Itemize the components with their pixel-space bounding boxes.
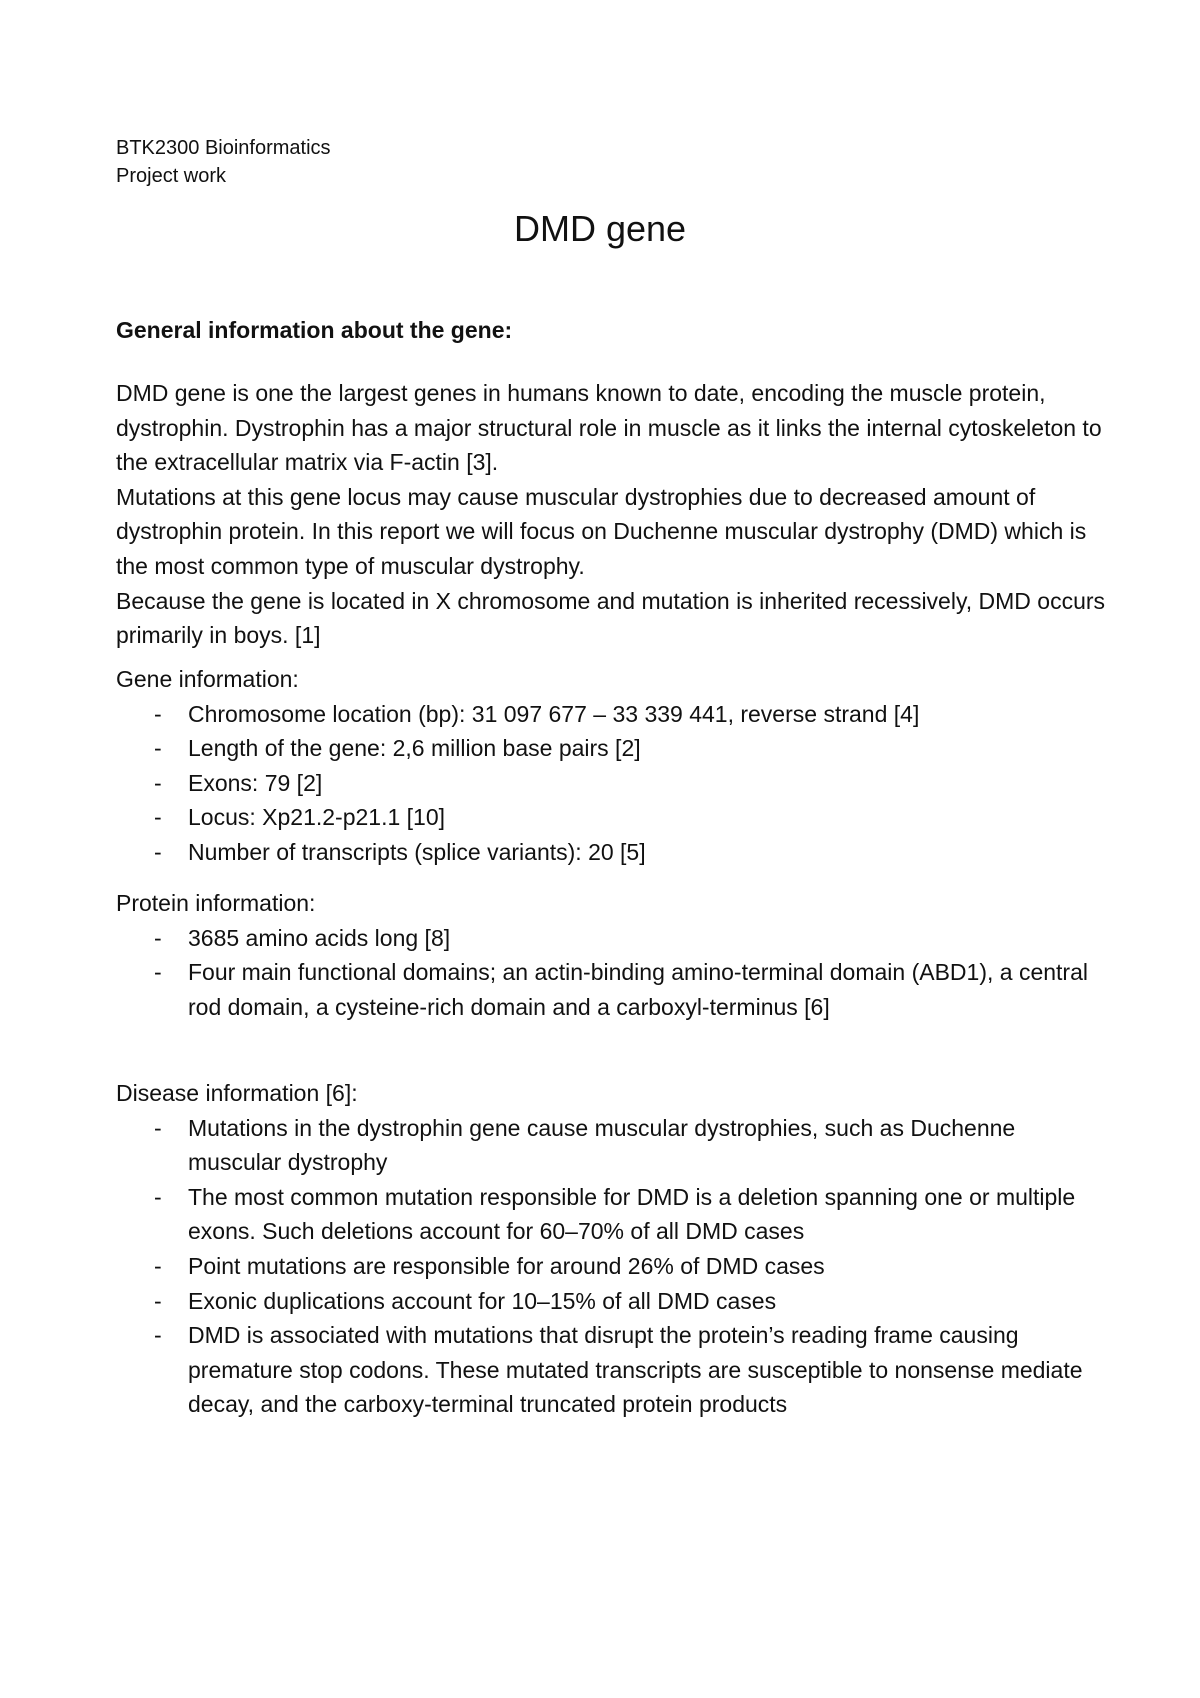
general-paragraph: Because the gene is located in X chromosome and mutation is inherited recessively, DMD occurs primarily in boys. [1] (116, 587, 1106, 649)
dash-marker: - (154, 959, 162, 986)
dash-marker: - (154, 924, 162, 951)
list-item (116, 835, 1106, 870)
list-item (116, 1318, 1106, 1422)
general-info-section (116, 313, 1106, 348)
gene-info-section (116, 662, 1106, 870)
list-item-text: The most common mutation responsible for DMD is a deletion spanning one or multiple exons. Such deletions account for 60–70% of all DMD cases (188, 1183, 1076, 1245)
disease-info-heading: Disease information [6]: (116, 1080, 358, 1106)
list-item-text: Number of transcripts (splice variants): 20 [5] (188, 838, 646, 865)
list-item-text: Chromosome location (bp): 31 097 677 – 33 339 441, reverse strand [4] (188, 700, 920, 727)
list-item (116, 1249, 1106, 1284)
disease-info-section (116, 1076, 1106, 1422)
protein-info-heading: Protein information: (116, 890, 316, 916)
list-item-text: Exons: 79 [2] (188, 769, 323, 796)
general-info-heading: General information about the gene: (116, 317, 513, 343)
course-name: BTK2300 Bioinformatics (116, 137, 331, 159)
list-item (116, 766, 1106, 801)
gene-info-heading: Gene information: (116, 666, 299, 692)
list-item (116, 800, 1106, 835)
document-subtitle: Project work (116, 165, 227, 187)
dash-marker: - (154, 1183, 162, 1210)
dash-marker: - (154, 1114, 162, 1141)
list-item-text: Exonic duplications account for 10–15% of all DMD cases (188, 1287, 777, 1314)
general-info-body (116, 376, 1106, 653)
disease-info-list (116, 1111, 1106, 1422)
page-title: DMD gene (513, 208, 687, 249)
dash-marker: - (154, 700, 162, 727)
list-item-text: DMD is associated with mutations that disrupt the protein’s reading frame causing premature stop codons. These mutated transcripts are susceptible to nonsense mediate decay, and the carboxy-terminal truncated protein products (188, 1322, 1083, 1418)
list-item (116, 1284, 1106, 1319)
dash-marker: - (154, 769, 162, 796)
list-item (116, 921, 1106, 956)
dash-marker: - (154, 1322, 162, 1349)
dash-marker: - (154, 1252, 162, 1279)
general-paragraph: DMD gene is one the largest genes in humans known to date, encoding the muscle protein, dystrophin. Dystrophin has a major structural role in muscle as it links the internal cytoskeleton to the extracellular matrix via F-actin [3]. (116, 380, 1102, 476)
general-paragraph: Mutations at this gene locus may cause muscular dystrophies due to decreased amount of dystrophin protein. In this report we will focus on Duchenne muscular dystrophy (DMD) which is the most common type of muscular dystrophy. (116, 483, 1087, 579)
list-item (116, 1180, 1106, 1249)
list-item-text: 3685 amino acids long [8] (188, 924, 451, 951)
list-item (116, 731, 1106, 766)
list-item-text: Locus: Xp21.2-p21.1 [10] (188, 804, 446, 831)
list-item (116, 1111, 1106, 1180)
list-item-text: Point mutations are responsible for around 26% of DMD cases (188, 1252, 825, 1279)
protein-info-list (116, 921, 1106, 1025)
protein-info-section (116, 886, 1106, 1024)
list-item-text: Length of the gene: 2,6 million base pairs [2] (188, 735, 641, 762)
dash-marker: - (154, 1287, 162, 1314)
list-item-text: Four main functional domains; an actin-binding amino-terminal domain (ABD1), a central rod domain, a cysteine-rich domain and a carboxyl-terminus [6] (188, 959, 1088, 1020)
dash-marker: - (154, 735, 162, 762)
gene-info-list (116, 697, 1106, 870)
dash-marker: - (154, 838, 162, 865)
list-item (116, 697, 1106, 732)
list-item-text: Mutations in the dystrophin gene cause muscular dystrophies, such as Duchenne muscular dystrophy (188, 1114, 1016, 1176)
list-item (116, 955, 1106, 1024)
dash-marker: - (154, 804, 162, 831)
